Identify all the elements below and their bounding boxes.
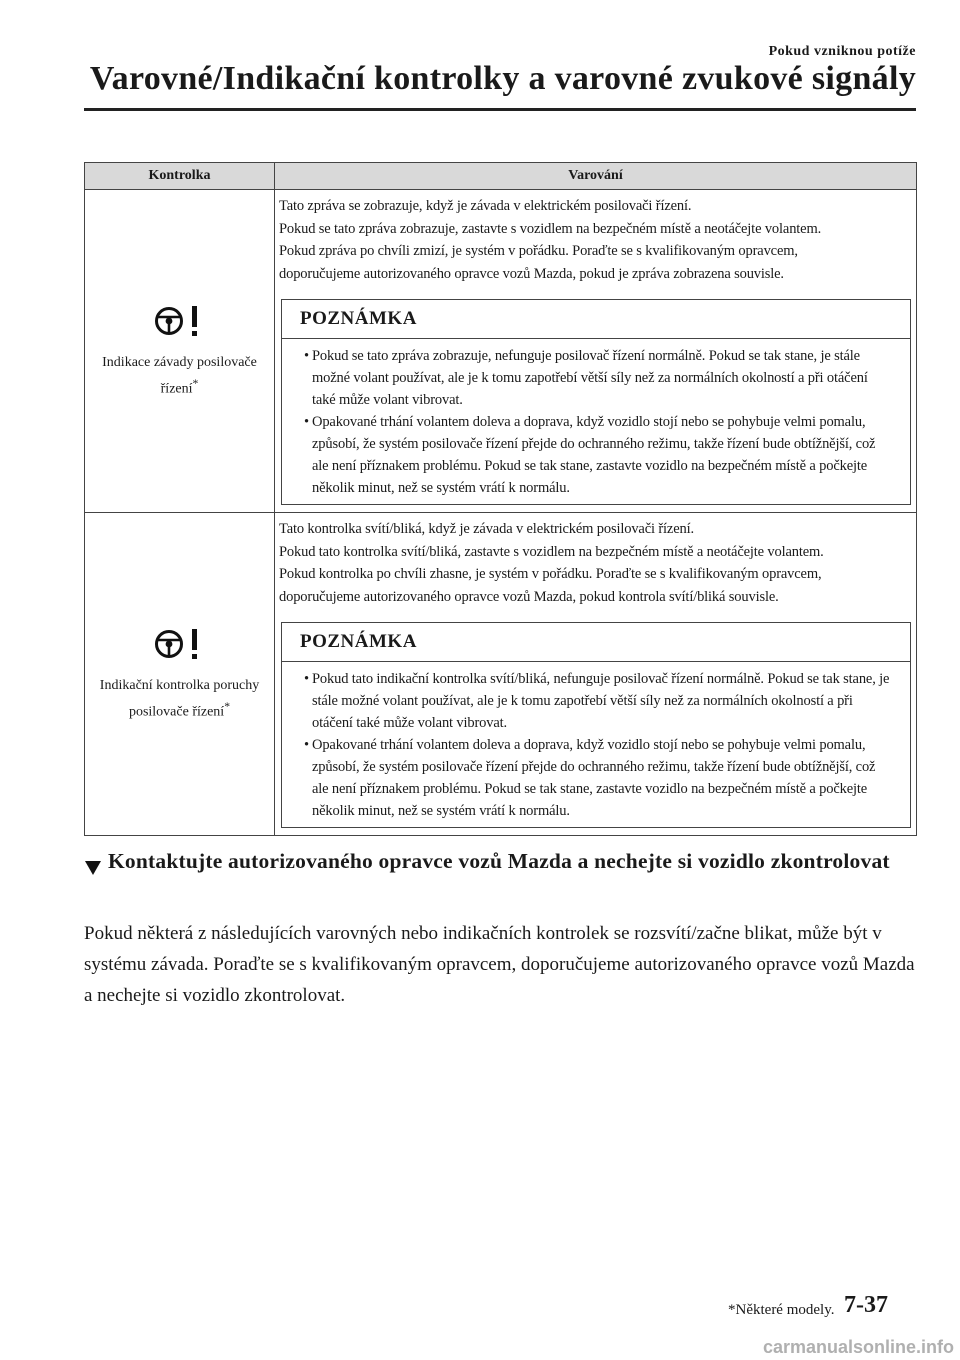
warning-description [279,518,912,608]
description-line: Tato kontrolka svítí/bliká, když je závada v elektrickém posilovači řízení. [279,521,694,537]
description-line: Tato zpráva se zobrazuje, když je závada v elektrickém posilovači řízení. [279,198,692,214]
lamp-cell [85,513,275,836]
description-line: Pokud tato kontrolka svítí/bliká, zastavte s vozidlem na bezpečném místě a neotáčejte volantem. [279,543,824,560]
note-body [282,662,910,827]
page-number: 7-37 [844,1292,888,1318]
page-title: Varovné/Indikační kontrolky a varovné zvukové signály [89,60,916,97]
description-line: doporučujeme autorizovaného opravce vozů Mazda, pokud je zpráva zobrazena souvisle. [279,265,784,282]
note-item [298,345,894,411]
description-line: Pokud zpráva po chvíli zmizí, je systém v pořádku. Poraďte se s kvalifikovaným opravcem, [279,243,798,259]
note-box [281,299,911,505]
table-row [85,513,917,836]
footnote: *Některé modely. [728,1302,835,1318]
description-line: Pokud se tato zpráva zobrazuje, zastavte s vozidlem na bezpečném místě a neotáčejte volantem. [279,220,822,237]
lamp-label: Indikační kontrolka poruchy posilovače řízení [99,677,260,720]
note-body [282,339,910,504]
note-title: POZNÁMKA [282,300,910,339]
warning-description [279,195,912,285]
section-paragraph: Pokud některá z následujících varovných nebo indikačních kontrolek se rozsvítí/začne blikat, může být v systému závada. Poraďte se s kvalifikovaným opravcem, doporučujeme autorizovaného opravce vozů Mazda a nechejte si vozidlo zkontrolovat. [84,923,915,1006]
header-rule [84,108,916,111]
lamp-label: Indikace závady posilovače řízení [102,354,257,397]
triangle-down-icon [84,854,102,884]
bullet-icon: • [304,348,309,364]
section-heading-text: Kontaktujte autorizovaného opravce vozů Mazda a nechejte si vozidlo zkontrolovat [108,849,890,873]
bullet-icon: • [304,737,309,753]
power-steering-malfunction-icon [91,626,268,669]
description-line: doporučujeme autorizovaného opravce vozů Mazda, pokud kontrola svítí/bliká souvisle. [279,588,779,605]
table-header-row [85,163,917,190]
note-item [298,734,894,822]
model-asterisk: * [224,699,231,713]
note-item [298,668,894,734]
note-item-text: Pokud tato indikační kontrolka svítí/bliká, nefunguje posilovač řízení normálně. Pokud se tak stane, je stále možné volant používat, ale je k tomu zapotřebí větší síly než za normálních okolností a při otáčení také může volant vibrovat. [312,671,890,731]
section-heading [84,846,914,876]
column-header-warning: Varování [275,163,917,190]
power-steering-malfunction-icon [91,303,268,346]
note-item-text: Opakované trhání volantem doleva a doprava, když vozidlo stojí nebo se pohybuje velmi pomalu, způsobí, že systém posilovače řízení přejde do ochranného režimu, takže řízení bude obtížnější, což ale není příznakem problému. Pokud se tak stane, zastavte vozidlo na bezpečném místě a počkejte několik minut, než se systém vrátí k normálu. [312,414,876,496]
note-title: POZNÁMKA [282,623,910,662]
bullet-icon: • [304,671,309,687]
note-item-text: Opakované trhání volantem doleva a doprava, když vozidlo stojí nebo se pohybuje velmi pomalu, způsobí, že systém posilovače řízení přejde do ochranného režimu, takže řízení bude obtížnější, což ale není příznakem problému. Pokud se tak stane, zastavte vozidlo na bezpečném místě a počkejte několik minut, než se systém vrátí k normálu. [312,737,876,819]
column-header-lamp: Kontrolka [85,163,275,190]
lamp-cell [85,190,275,513]
table-row [85,190,917,513]
note-item [298,411,894,499]
description-line: Pokud kontrolka po chvíli zhasne, je systém v pořádku. Poraďte se s kvalifikovaným opravcem, [279,566,822,582]
warning-description-cell [275,190,917,513]
bullet-icon: • [304,414,309,430]
note-item-text: Pokud se tato zpráva zobrazuje, nefunguje posilovač řízení normálně. Pokud se tak stane, je stále možné volant používat, ale je k tomu zapotřebí větší síly než za normálních okolností a při otáčení také může volant vibrovat. [312,348,868,408]
model-asterisk: * [192,376,199,390]
warning-description-cell [275,513,917,836]
watermark: carmanualsonline.info [762,1337,954,1357]
note-box [281,622,911,828]
warning-lamp-table [84,162,917,836]
running-header-section: Pokud vzniknou potíže [768,44,916,59]
